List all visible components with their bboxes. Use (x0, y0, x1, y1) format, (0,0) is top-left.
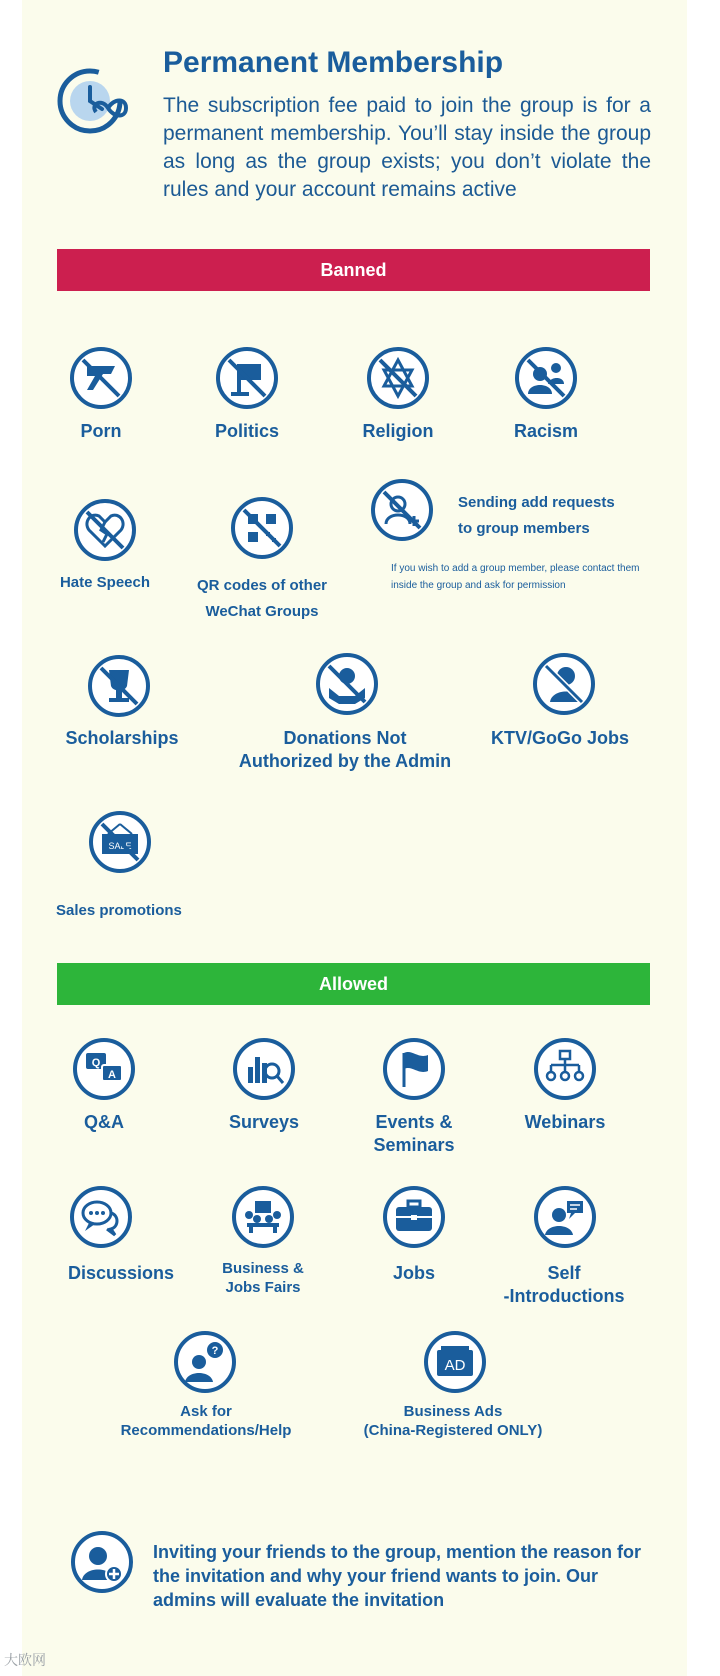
banned-religion-label: Religion (362, 421, 434, 441)
svg-text:?: ? (211, 1345, 219, 1357)
banned-donations-label (215, 727, 475, 772)
allowed-ask-line1: Ask for (180, 1403, 232, 1420)
banned-qr-label-line2: WeChat Groups (205, 603, 319, 620)
banned-hate-speech-label: Hate Speech (59, 574, 151, 591)
banned-donations-line2: Authorized by the Admin (238, 750, 452, 771)
allowed-self-intro-line1: Self (547, 1263, 581, 1283)
allowed-self-intro-label (494, 1262, 634, 1307)
allowed-jobs-label: Jobs (392, 1263, 435, 1283)
allowed-self-intro-line2: -Introductions (503, 1285, 625, 1306)
allowed-ask-label (106, 1403, 306, 1441)
allowed-events-line2: Seminars (373, 1134, 455, 1155)
banned-qr-label-line1: QR codes of other (196, 577, 327, 594)
allowed-ads-line2: (China-Registered ONLY) (363, 1421, 543, 1439)
add-requests-note (391, 560, 691, 594)
allowed-ads-label (348, 1403, 558, 1441)
no-donation-icon (315, 652, 379, 716)
no-add-friend-icon (370, 478, 434, 542)
survey-icon (232, 1037, 296, 1101)
no-racism-icon (514, 346, 578, 410)
no-scholarship-icon (87, 654, 151, 718)
meeting-icon (231, 1185, 295, 1249)
flag-icon (382, 1037, 446, 1101)
sale-icon-text: SALE (108, 841, 132, 851)
invite-person-icon (70, 1530, 134, 1594)
allowed-header: Allowed (57, 963, 650, 1005)
chat-icon (69, 1185, 133, 1249)
network-icon (533, 1037, 597, 1101)
ad-icon (423, 1330, 487, 1394)
banned-ktv-label: KTV/GoGo Jobs (490, 728, 629, 748)
watermark: 大欧网 (4, 1652, 46, 1668)
banned-qr-label (192, 573, 332, 625)
no-hate-speech-icon (73, 498, 137, 562)
banned-politics-label: Politics (214, 421, 280, 441)
banned-porn-label: Porn (80, 421, 122, 441)
membership-description: The subscription fee paid to join the group is for a permanent membership. You’ll stay inside the group as long as the group exists; you don’t violate the rules and your account remains active (163, 94, 651, 201)
allowed-discussions-label: Discussions (67, 1263, 175, 1283)
allowed-fairs-line1: Business & (222, 1260, 304, 1277)
allowed-webinars-label: Webinars (524, 1112, 606, 1132)
allowed-ask-line2: Recommendations/Help (120, 1421, 292, 1439)
allowed-fairs-label (203, 1260, 323, 1298)
banned-add-requests-label (458, 490, 615, 542)
banned-scholarships-label: Scholarships (65, 728, 179, 748)
no-politics-icon (215, 346, 279, 410)
clock-infinity-icon (56, 66, 134, 136)
banned-add-requests-line2: to group members (458, 520, 590, 537)
qa-icon-q: Q (91, 1057, 101, 1069)
qa-icon (72, 1037, 136, 1101)
banned-sales-label: Sales promotions (56, 902, 182, 919)
no-qr-code-icon (230, 496, 294, 560)
allowed-events-label (354, 1111, 474, 1156)
add-requests-note-line1: If you wish to add a group member, please contact them (391, 563, 640, 574)
banned-add-requests-line1: Sending add requests (458, 494, 615, 511)
banned-header: Banned (57, 249, 650, 291)
self-intro-icon (533, 1185, 597, 1249)
no-sales-icon (88, 810, 152, 874)
ad-icon-text: AD (444, 1357, 466, 1374)
add-requests-note-line2: inside the group and ask for permission (391, 580, 566, 591)
briefcase-icon (382, 1185, 446, 1249)
allowed-fairs-line2: Jobs Fairs (225, 1278, 301, 1296)
qa-icon-a: A (108, 1069, 116, 1081)
allowed-events-line1: Events & (375, 1112, 453, 1132)
no-ktv-jobs-icon (532, 652, 596, 716)
banned-racism-label: Racism (513, 421, 579, 441)
question-person-icon (173, 1330, 237, 1394)
allowed-surveys-label: Surveys (228, 1112, 300, 1132)
allowed-qa-label: Q&A (84, 1112, 124, 1132)
no-religion-icon (366, 346, 430, 410)
no-porn-icon (69, 346, 133, 410)
page-title: Permanent Membership (163, 46, 504, 79)
invite-instructions: Inviting your friends to the group, mention the reason for the invitation and why your friend wants to join. Our admins will evaluate the invitation (153, 1542, 642, 1610)
banned-donations-line1: Donations Not (283, 728, 407, 748)
allowed-ads-line1: Business Ads (403, 1403, 503, 1420)
